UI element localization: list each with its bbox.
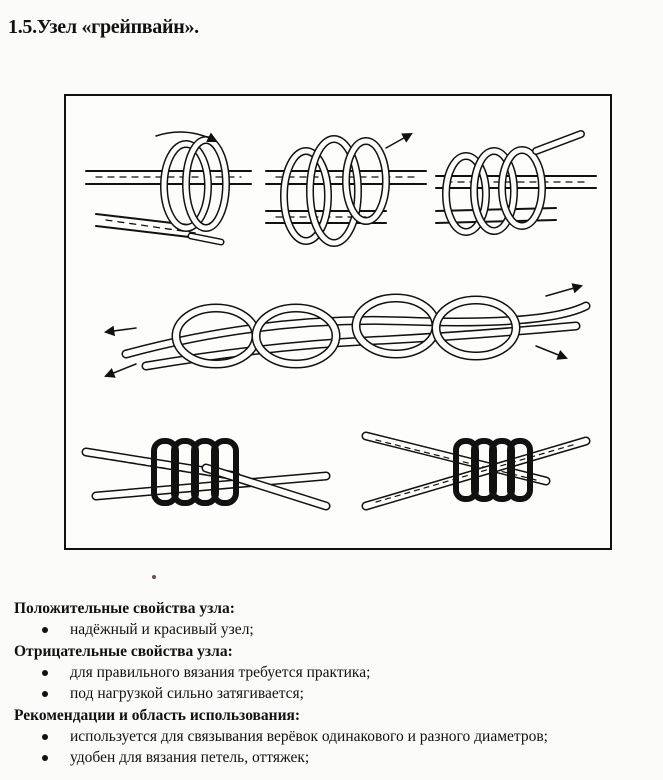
page-title: 1.5.Узел «грейпвайн».: [8, 16, 199, 38]
list-item: [14, 683, 654, 705]
knot-properties: [14, 598, 654, 769]
knot-step-1-drawing: [86, 132, 251, 242]
list-item-text: надёжный и красивый узел;: [70, 621, 254, 638]
negative-properties-heading: Отрицательные свойства узла:: [14, 642, 233, 660]
knot-step-2-drawing: [266, 134, 426, 243]
bullet-icon: [42, 734, 48, 740]
list-item: [14, 747, 654, 769]
list-item-text: для правильного вязания требуется практика;: [70, 663, 371, 681]
bullet-icon: [42, 691, 48, 697]
knot-illustration: [66, 96, 610, 548]
list-item: [14, 726, 654, 748]
knot-illustration-frame: [64, 94, 612, 550]
recommendations-heading: Рекомендации и область использования:: [14, 706, 301, 724]
bullet-icon: [42, 755, 48, 761]
list-item: [14, 662, 654, 684]
positive-properties-heading: Положительные свойства узла:: [14, 600, 235, 617]
list-item-text: под нагрузкой сильно затягивается;: [70, 685, 304, 702]
knot-step-3-drawing: [436, 134, 596, 232]
bullet-icon: [42, 627, 48, 633]
scan-speck: [152, 575, 156, 579]
recommendations-list: [14, 726, 654, 769]
knot-loose-drawing: [106, 286, 586, 376]
bullet-icon: [42, 670, 48, 676]
positive-properties-list: [14, 619, 654, 641]
list-item-text: удобен для вязания петель, оттяжек;: [70, 749, 310, 766]
list-item: [14, 619, 654, 641]
knot-tightened-drawing: [86, 441, 326, 506]
negative-properties-list: [14, 662, 654, 705]
knot-finished-drawing: [366, 436, 586, 506]
list-item-text: используется для связывания верёвок одинакового и разного диаметров;: [70, 727, 548, 745]
